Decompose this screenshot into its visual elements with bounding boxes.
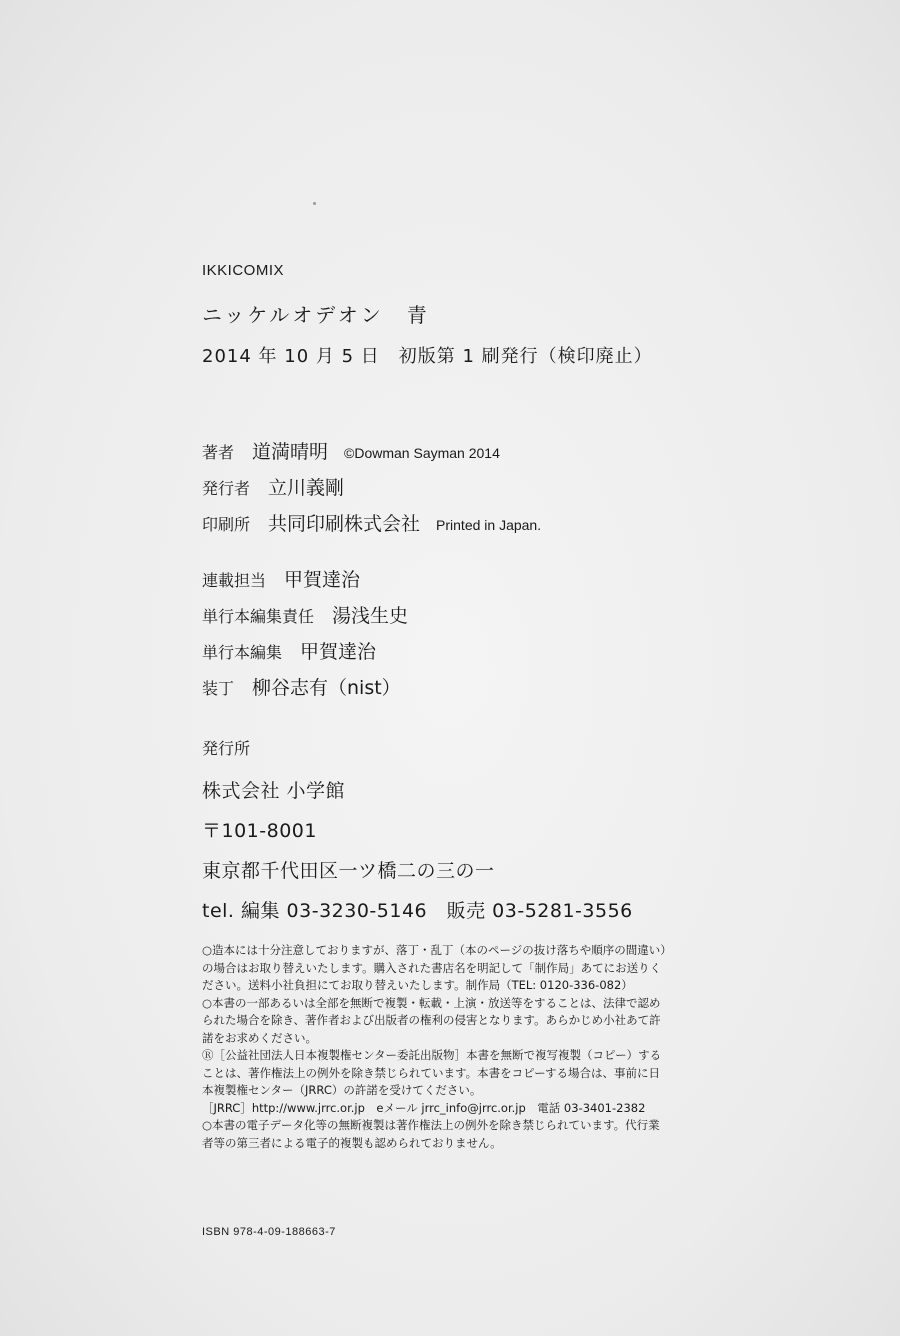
- staff-value: 柳谷志有（nist）: [252, 677, 401, 699]
- staff-row: [202, 604, 424, 640]
- credit-key: 著者: [202, 443, 235, 462]
- credit-row-author: [202, 440, 541, 476]
- staff-value: 甲賀達治: [300, 641, 377, 663]
- credit-value: 道満晴明: [252, 441, 329, 463]
- note-digital: ○本書の電子データ化等の無断複製は著作権法上の例外を除き禁じられています。代行業 者等の第三者による電子的複製も認められておりません。: [202, 1118, 660, 1150]
- credits-main: [202, 440, 541, 548]
- staff-key: 単行本編集責任: [202, 607, 315, 626]
- edition-info: 2014 年 10 月 5 日 初版第 1 刷発行（検印廃止）: [202, 346, 653, 367]
- staff-key: 装丁: [202, 679, 235, 698]
- staff-value: 湯浅生史: [332, 605, 409, 627]
- staff-row: [202, 676, 424, 712]
- book-header: [202, 262, 653, 368]
- legal-notes: [202, 942, 742, 1152]
- note-binding: ○造本には十分注意しておりますが、落丁・乱丁（本のページの抜け落ちや順序の間違い） の場合はお取り替えいたします。購入された書店名を明記して「制作局」あてにお送りく ださい。送料小社負担にてお取り替えいたします。制作局（TEL: 0120-336-082）: [202, 943, 672, 992]
- copyright-notice: ©Dowman Sayman 2014: [344, 445, 500, 461]
- credit-value: 共同印刷株式会社: [268, 513, 421, 535]
- credit-key: 発行者: [202, 479, 251, 498]
- series-name: IKKICOMIX: [202, 262, 285, 279]
- note-jrrc: Ⓡ［公益社団法人日本複製権センター委託出版物］本書を無断で複写複製（コピー）する ことは、著作権法上の例外を除き禁じられています。本書をコピーする場合は、事前に日 本複製権センター（JRRC）の許諾を受けてください。: [202, 1048, 662, 1097]
- printed-in-notice: Printed in Japan.: [436, 517, 542, 533]
- book-title: ニッケルオデオン 青: [202, 303, 430, 327]
- credits-staff: [202, 568, 424, 712]
- publisher-info: [202, 736, 633, 936]
- publisher-name: 株式会社 小学館: [202, 780, 346, 802]
- note-copyright: ○本書の一部あるいは全部を無断で複製・転載・上演・放送等をすることは、法律で認め られた場合を除き、著作者および出版者の権利の侵害となります。あらかじめ小社あて許 諾をお求めください。: [202, 995, 661, 1045]
- staff-value: 甲賀達治: [284, 569, 361, 591]
- credit-value: 立川義剛: [268, 477, 345, 499]
- staff-key: 連載担当: [202, 571, 267, 590]
- speck: [313, 202, 316, 205]
- isbn: ISBN 978-4-09-188663-7: [202, 1226, 336, 1238]
- note-jrrc-contact: ［JRRC］http://www.jrrc.or.jp eメール jrrc_info@jrrc.or.jp 電話 03-3401-2382: [202, 1100, 646, 1115]
- staff-key: 単行本編集: [202, 643, 283, 662]
- credit-row-printer: [202, 512, 541, 548]
- postal-code: 〒101-8001: [202, 820, 317, 842]
- staff-row: [202, 568, 424, 604]
- credit-row-publisher: [202, 476, 541, 512]
- staff-row: [202, 640, 424, 676]
- publisher-phone: tel. 編集 03-3230-5146 販売 03-5281-3556: [202, 900, 633, 922]
- publisher-address: 東京都千代田区一ツ橋二の三の一: [202, 860, 495, 882]
- publisher-label: 発行所: [202, 739, 251, 758]
- credit-key: 印刷所: [202, 515, 251, 534]
